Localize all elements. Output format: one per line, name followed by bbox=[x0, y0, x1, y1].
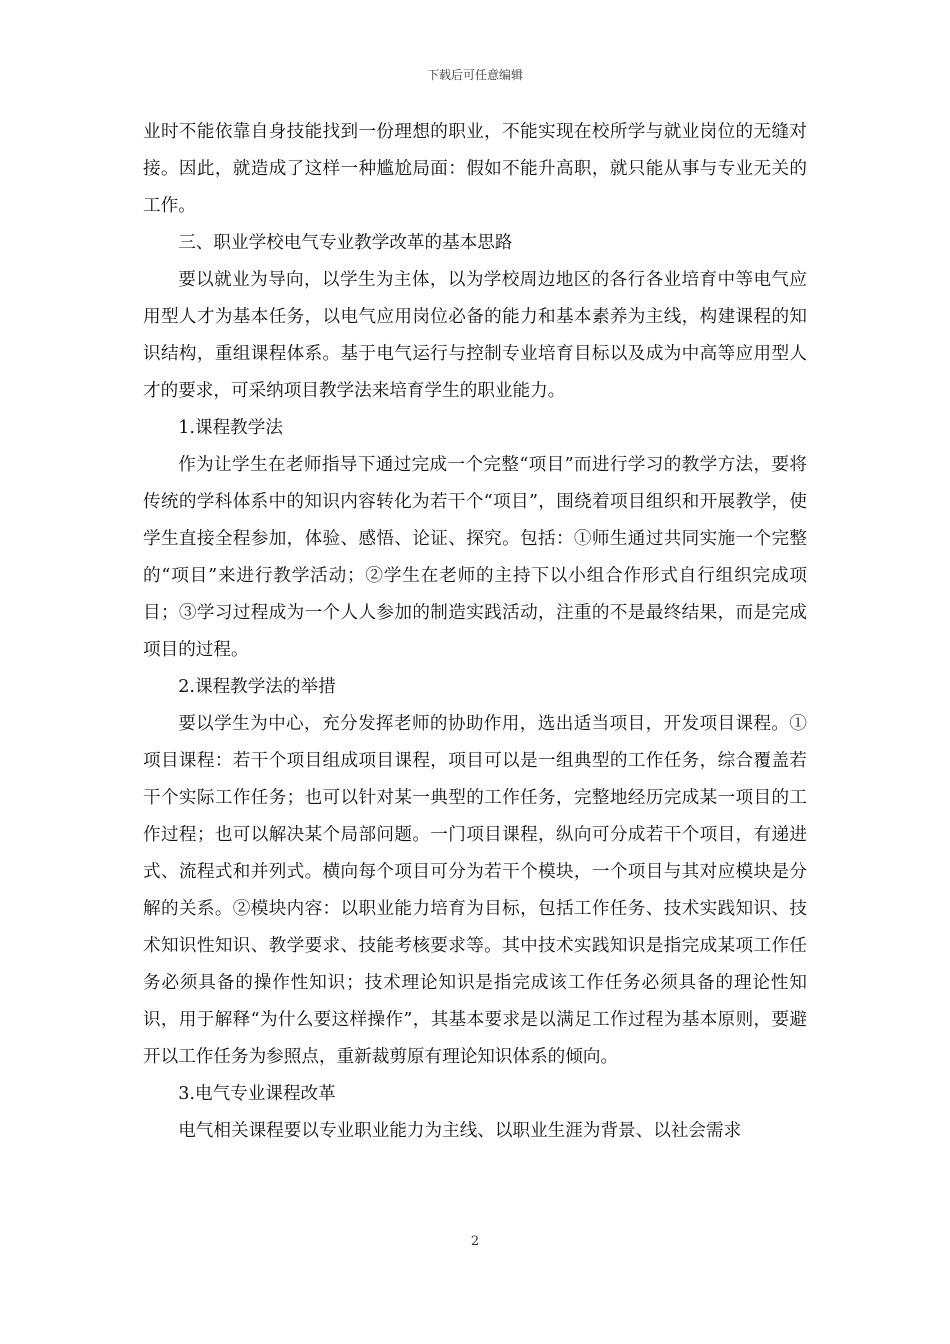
subsection-heading: 3.电气专业课程改革 bbox=[178, 1084, 336, 1104]
page-header: 下载后可任意编辑 bbox=[426, 68, 523, 82]
paragraph: 作为让学生在老师指导下通过完成一个完整“项目”而进行学习的教学方法，要将传统的学科体系中的知识内容转化为若干个“项目”，围绕着项目组织和开展教学，使学生直接全程参加，体验、感悟、论证、探究。包括：①师生通过共同实施一个完整的“项目”来进行教学活动；②学生在老师的主持下以小组合作形式自行组织完成项目；③学习过程成为一个人人参加的制造实践活动，注重的不是最终结果，而是完成项目的过程。 bbox=[143, 455, 807, 660]
subsection-heading: 2.课程教学法的举措 bbox=[178, 677, 336, 697]
paragraph: 要以就业为导向，以学生为主体，以为学校周边地区的各行各业培育中等电气应用型人才为基本任务，以电气应用岗位必备的能力和基本素养为主线，构建课程的知识结构，重组课程体系。基于电气运行与控制专业培育目标以及成为中高等应用型人才的要求，可采纳项目教学法来培育学生的职业能力。 bbox=[143, 270, 807, 401]
section-heading: 三、职业学校电气专业教学改革的基本思路 bbox=[178, 233, 513, 253]
paragraph-continuation: 业时不能依靠自身技能找到一份理想的职业，不能实现在校所学与就业岗位的无缝对接。因此，就造成了这样一种尴尬局面：假如不能升高职，就只能从事与专业无关的工作。 bbox=[143, 122, 807, 216]
document-body bbox=[143, 114, 807, 1150]
subsection-heading: 1.课程教学法 bbox=[178, 418, 283, 438]
paragraph: 要以学生为中心，充分发挥老师的协助作用，选出适当项目，开发项目课程。①项目课程：若干个项目组成项目课程，项目可以是一组典型的工作任务，综合覆盖若干个实际工作任务；也可以针对某一典型的工作任务，完整地经历完成某一项目的工作过程；也可以解决某个局部问题。一门项目课程，纵向可分成若干个项目，有递进式、流程式和并列式。横向每个项目可分为若干个模块，一个项目与其对应模块是分解的关系。②模块内容：以职业能力培育为目标，包括工作任务、技术实践知识、技术知识性知识、教学要求、技能考核要求等。其中技术实践知识是指完成某项工作任务必须具备的操作性知识；技术理论知识是指完成该工作任务必须具备的理论性知识，用于解释“为什么要这样操作”，其基本要求是以满足工作过程为基本原则，要避开以工作任务为参照点，重新裁剪原有理论知识体系的倾向。 bbox=[143, 714, 807, 1067]
page-number: 2 bbox=[470, 1234, 480, 1249]
paragraph: 电气相关课程要以专业职业能力为主线、以职业生涯为背景、以社会需求 bbox=[178, 1121, 742, 1141]
